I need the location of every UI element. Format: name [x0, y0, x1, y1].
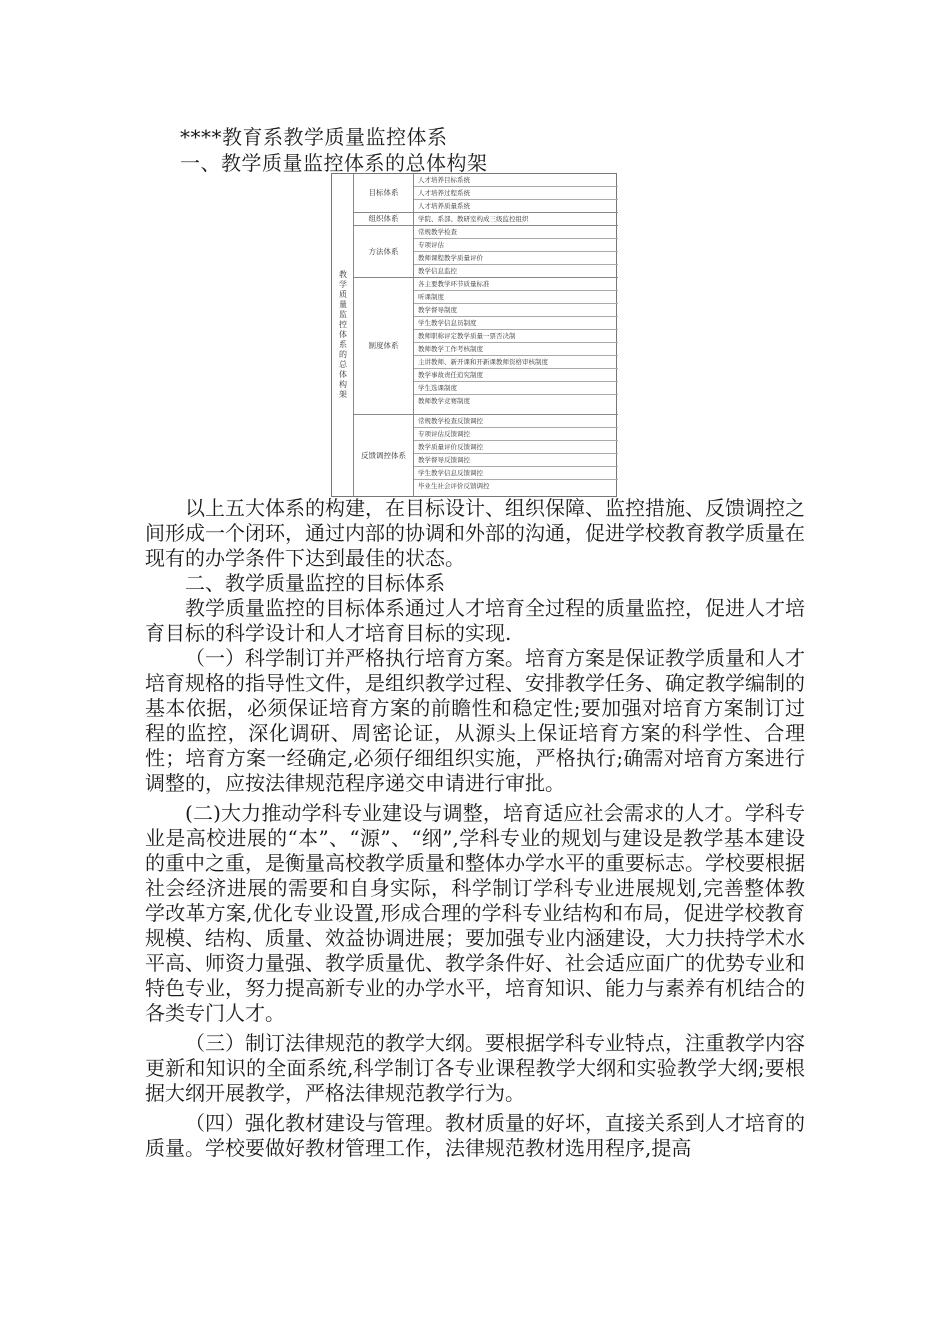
diagram-group [354, 226, 618, 278]
diagram-item: 人才培养目标系统 [414, 174, 618, 187]
diagram-group-name: 组织体系 [354, 213, 414, 225]
paragraph: 教学质量监控的目标体系通过人才培育全过程的质量监控，促进人才培育目标的科学设计和人才培育目标的实现. [145, 596, 805, 645]
diagram-item: 教师课程教学质量评价 [414, 252, 618, 265]
paragraph: (二)大力推动学科专业建设与调整，培育适应社会需求的人才。学科专业是高校进展的“本”、“源”、“纲”,学科专业的规划与建设是教学基本建设的重中之重，是衡量高校教学质量和整体办学水平的重要标志。学校要根据社会经济进展的需要和自身实际，科学制订学科专业进展规划,完善整体教学改革方案,优化专业设置,形成合理的学科专业结构和布局，促进学校教育规模、结构、质量、效益协调进展；要加强专业内涵建设，大力扶持学术水平高、师资力量强、教学质量优、教学条件好、社会适应面广的优势专业和特色专业，努力提高新专业的办学水平，培育知识、能力与素养有机结合的各类专门人才。 [145, 801, 805, 1025]
diagram-item: 各主要教学环节质量标准 [414, 278, 618, 291]
document-body [145, 496, 805, 1161]
diagram-group-name: 制度体系 [354, 278, 414, 414]
diagram-item: 专项评估反馈调控 [414, 428, 618, 441]
diagram-group-name: 目标体系 [354, 174, 414, 212]
diagram-group [354, 174, 618, 213]
diagram-item: 教学督导反馈调控 [414, 454, 618, 467]
diagram-item: 学生教学信息反馈调控 [414, 467, 618, 480]
diagram-group [354, 415, 618, 496]
diagram-item: 学生选课制度 [414, 382, 618, 395]
paragraph: 以上五大体系的构建，在目标设计、组织保障、监控措施、反馈调控之间形成一个闭环，通过内部的协调和外部的沟通，促进学校教育教学质量在现有的办学条件下达到最佳的状态。 [145, 496, 805, 570]
diagram-item: 教师教学工作考核制度 [414, 343, 618, 356]
diagram-item: 学生教学信息员制度 [414, 317, 618, 330]
diagram-item: 主讲教师、新开课和开新课教师资格审核制度 [414, 356, 618, 369]
diagram-root-cell [332, 174, 354, 496]
diagram-item: 学院、系部、教研室构成三级监控组织 [418, 215, 529, 223]
diagram-item: 教学事故责任追究制度 [414, 369, 618, 382]
diagram-item: 常规教学检查反馈调控 [414, 415, 618, 428]
diagram-group-name: 反馈调控体系 [354, 415, 414, 496]
diagram-group [354, 278, 618, 415]
paragraph: （一）科学制订并严格执行培育方案。培育方案是保证教学质量和人才培育规格的指导性文件，是组织教学过程、安排教学任务、确定教学编制的基本依据，必须保证培育方案的前瞻性和稳定性;要加强对培育方案制订过程的监控，深化调研、周密论证，从源头上保证培育方案的科学性、合理性；培育方案一经确定,必须仔细组织实施，严格执行;确需对培育方案进行调整的，应按法律规范程序递交申请进行审批。 [145, 646, 805, 795]
diagram-item: 人才培养过程系统 [414, 187, 618, 200]
diagram-item: 教师职称评定教学质量一票否决制 [414, 330, 618, 343]
diagram-item: 专项评估 [414, 239, 618, 252]
structure-diagram [331, 173, 617, 497]
section-heading: 一、教学质量监控体系的总体构架 [180, 151, 488, 175]
paragraph: （四）强化教材建设与管理。教材质量的好坏，直接关系到人才培育的质量。学校要做好教材管理工作，法律规范教材选用程序,提高 [145, 1111, 805, 1160]
diagram-item: 人才培养质量系统 [418, 202, 470, 210]
paragraph: （三）制订法律规范的教学大纲。要根据学科专业特点，注重教学内容更新和知识的全面系统,科学制订各专业课程教学大纲和实验教学大纲;要根据大纲开展教学，严格法律规范教学行为。 [145, 1031, 805, 1105]
diagram-item: 教学信息监控 [418, 267, 457, 275]
diagram-group-name: 方法体系 [354, 226, 414, 277]
diagram-item: 常规教学检查 [414, 226, 618, 239]
diagram-root-label: 教学质量监控体系的总体构架 [338, 270, 348, 400]
document-title: ****教育系教学质量监控体系 [180, 125, 448, 149]
diagram-item: 教师教学竞赛制度 [418, 397, 470, 405]
diagram-item: 毕业生社会评价反馈调控 [418, 482, 490, 490]
section-heading: 二、教学质量监控的目标体系 [185, 571, 445, 595]
diagram-item: 教学质量评价反馈调控 [414, 441, 618, 454]
diagram-group [354, 213, 618, 226]
diagram-item: 教学督导制度 [414, 304, 618, 317]
diagram-item: 听课制度 [414, 291, 618, 304]
